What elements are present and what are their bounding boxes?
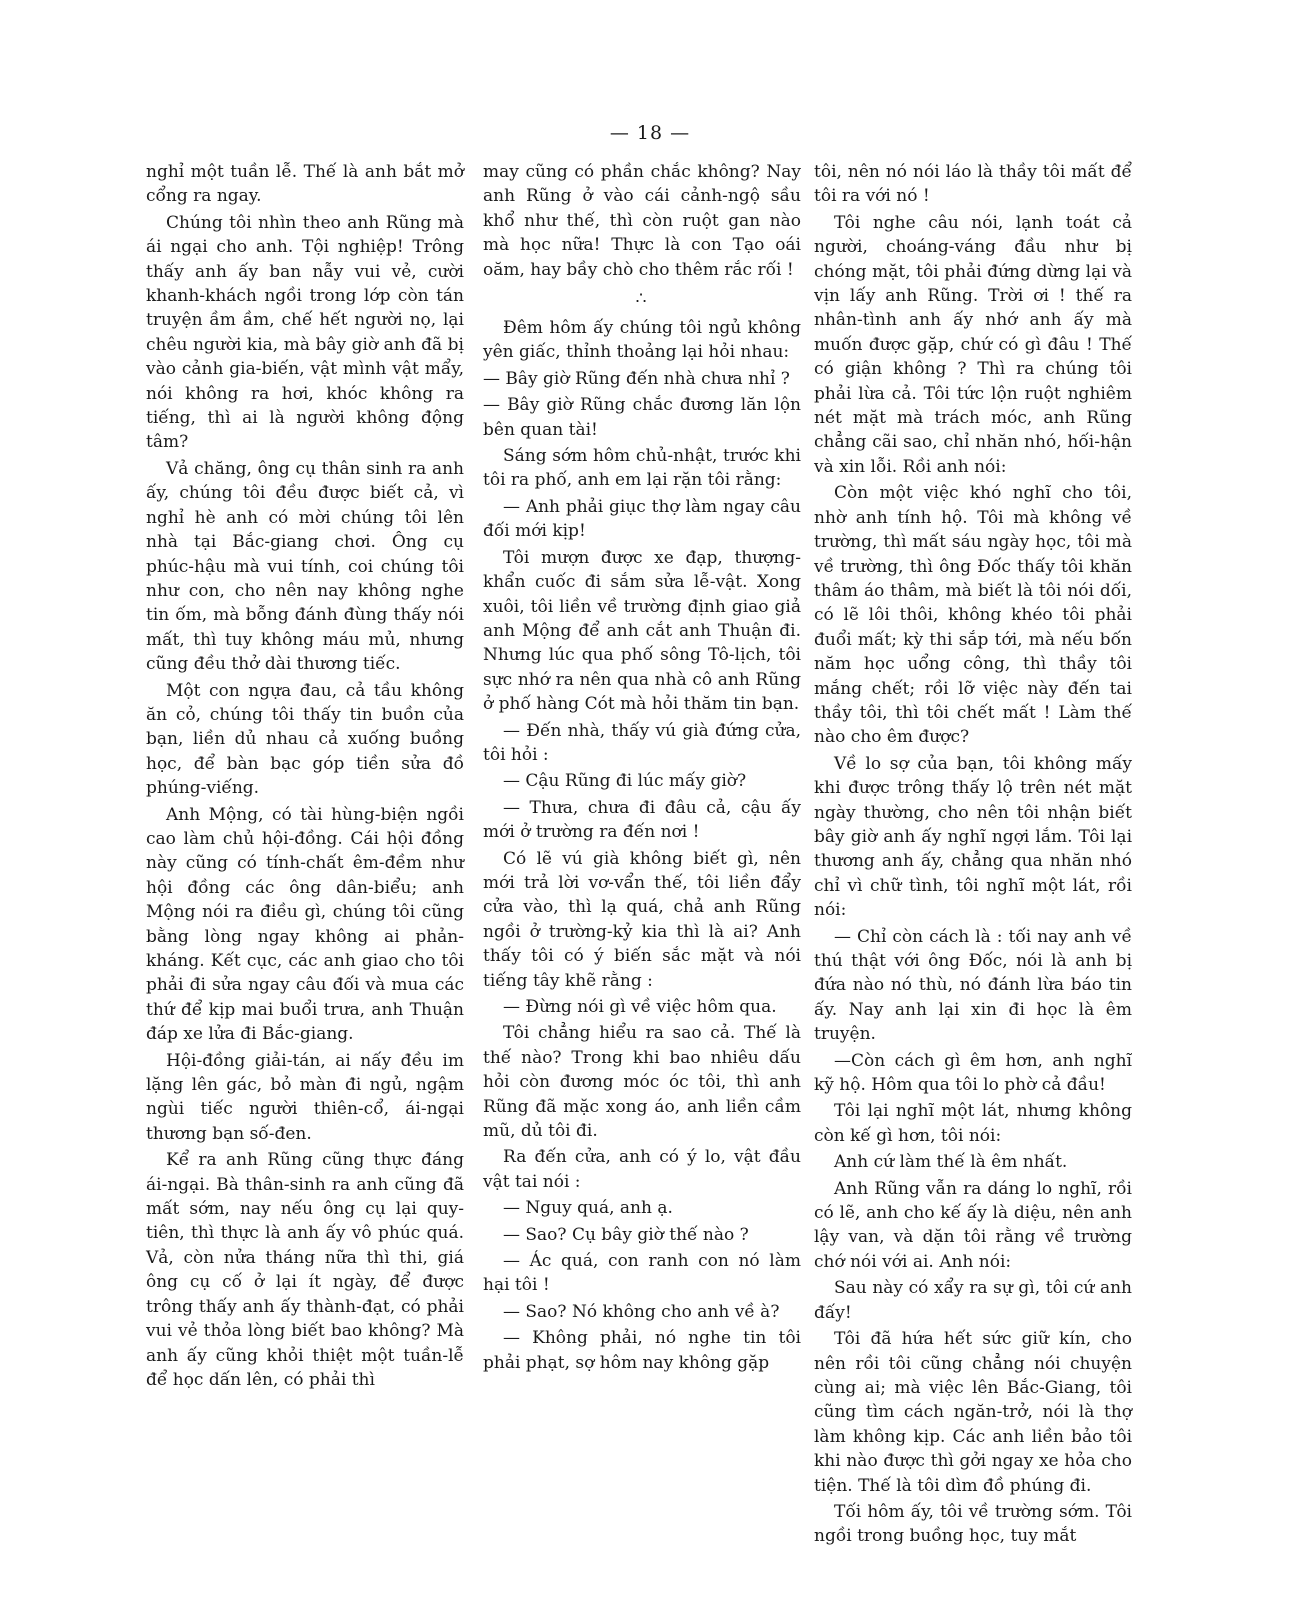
text-column-2	[483, 160, 801, 1377]
paragraph: — Cậu Rũng đi lúc mấy giờ?	[503, 771, 747, 792]
paragraph: — Anh phải giục thợ làm ngay câu đối mới kịp!	[483, 496, 801, 542]
paragraph: nghỉ một tuần lễ. Thế là anh bắt mở cổng ra ngay.	[146, 162, 464, 207]
paragraph: Chúng tôi nhìn theo anh Rũng mà ái ngại cho anh. Tội nghiệp! Trông thấy anh ấy ban nẫy vui vẻ, cười khanh-khách ngồi trong lớp còn tán truyện ầm ầm, chế hết người nọ, lại chêu người kia, mà bây giờ anh đã bị vào cảnh gia-biến, vật mình vật mẩy, nói không ra hơi, khóc không ra tiếng, thì ai là người không động tâm?	[146, 212, 464, 453]
paragraph: — Nguy quá, anh ạ.	[503, 1198, 673, 1219]
page-number: — 18 —	[609, 122, 691, 144]
paragraph: Kể ra anh Rũng cũng thực đáng ái-ngại. Bà thân-sinh ra anh cũng đã mất sớm, nay nếu ông cụ lại quy-tiên, thì thực là anh ấy vô phúc quá. Vả, còn nửa tháng nữa thì thi, giá ông cụ cố ở lại ít ngày, để được trông thấy anh ấy thành-đạt, có phải vui vẻ thỏa lòng biết bao không? Mà anh ấy cũng khỏi thiệt một tuần-lễ để học dấn lên, có phải thì	[146, 1150, 464, 1390]
paragraph: — Đến nhà, thấy vú già đứng cửa, tôi hỏi :	[483, 720, 801, 765]
paragraph: Tôi chẳng hiểu ra sao cả. Thế là thế nào? Trong khi bao nhiêu dấu hỏi còn đương móc óc tôi, thì anh Rũng đã mặc xong áo, anh liền cầm mũ, dủ tôi đi.	[483, 1023, 801, 1142]
paragraph: — Không phải, nó nghe tin tôi phải phạt, sợ hôm nay không gặp	[483, 1328, 801, 1373]
paragraph: Sáng sớm hôm chủ-nhật, trước khi tôi ra phố, anh em lại rặn tôi rằng:	[483, 446, 801, 491]
paragraph: Tôi đã hứa hết sức giữ kín, cho nên rồi tôi cũng chẳng nói chuyện cùng ai; mà việc lên Bắc-Giang, tôi cũng tìm cách ngăn-trở, nói là thợ làm không kịp. Các anh liền bảo tôi khi nào được thì gởi ngay xe hỏa cho tiện. Thế là tôi dìm đồ phúng đi.	[814, 1329, 1132, 1496]
paragraph: Một con ngựa đau, cả tầu không ăn cỏ, chúng tôi thấy tin buồn của bạn, liền dủ nhau cả xuống buồng học, để bàn bạc góp tiền sửa đồ phúng-viếng.	[146, 680, 464, 799]
paragraph: Tôi lại nghĩ một lát, nhưng không còn kế gì hơn, tôi nói:	[814, 1101, 1132, 1146]
paragraph: — Sao? Nó không cho anh về à?	[503, 1301, 780, 1322]
paragraph: — Chỉ còn cách là : tối nay anh về thú thật với ông Đốc, nói là anh bị đứa nào nó thù, nó đánh lừa báo tin ấy. Nay anh lại xin đi học là êm truyện.	[814, 926, 1132, 1045]
paragraph: —Còn cách gì êm hơn, anh nghĩ kỹ hộ. Hôm qua tôi lo phờ cả đầu!	[814, 1050, 1132, 1096]
paragraph: Tôi mượn được xe đạp, thượng-khẩn cuốc đi sắm sửa lễ-vật. Xong xuôi, tôi liền về trường định giao giả anh Mộng để anh cắt anh Thuận đi. Nhưng lúc qua phố sông Tô-lịch, tôi sực nhớ ra nên qua nhà cô anh Rũng ở phố hàng Cót mà hỏi thăm tin bạn.	[483, 547, 801, 715]
paragraph: — Bây giờ Rũng chắc đương lăn lộn bên quan tài!	[483, 395, 801, 440]
paragraph: Hội-đồng giải-tán, ai nấy đều im lặng lên gác, bỏ màn đi ngủ, ngậm ngùi tiếc người thiên-cổ, ái-ngại thương bạn số-đen.	[146, 1050, 464, 1144]
paragraph: Về lo sợ của bạn, tôi không mấy khi được trông thấy lộ trên nét mặt ngày thường, cho nên tôi nhận biết bây giờ anh ấy nghĩ ngợi lắm. Tôi lại thương anh ấy, chẳng qua nhăn nhó chỉ vì chữ tình, tôi nghĩ một lát, rồi nói:	[814, 753, 1132, 921]
paragraph: Vả chăng, ông cụ thân sinh ra anh ấy, chúng tôi đều được biết cả, vì nghỉ hè anh có mời chúng tôi lên nhà tại Bắc-giang chơi. Ông cụ phúc-hậu mà vui tính, coi chúng tôi như con, cho nên nay không nghe tin ốm, mà bỗng đánh đùng thấy nói mất, thì tuy không máu mủ, nhưng cũng đều thở dài thương tiếc.	[146, 458, 464, 675]
paragraph: tôi, nên nó nói láo là thầy tôi mất để tôi ra với nó !	[814, 162, 1132, 207]
paragraph: Có lẽ vú già không biết gì, nên mới trả lời vơ-vẩn thế, tôi liền đẩy cửa vào, thì lạ quá, chả anh Rũng ngồi ở trường-kỷ kia thì là ai? Anh thấy tôi có ý biến sắc mặt và nói tiếng tây khẽ rằng :	[483, 848, 801, 991]
paragraph: Đêm hôm ấy chúng tôi ngủ không yên giấc, thỉnh thoảng lại hỏi nhau:	[483, 318, 801, 363]
paragraph: Ra đến cửa, anh có ý lo, vật đầu vật tai nói :	[483, 1147, 801, 1192]
paragraph: Còn một việc khó nghĩ cho tôi, nhờ anh tính hộ. Tôi mà không về trường, thì mất sáu ngày học, tôi mà về trường, thì ông Đốc thấy tôi khăn thâm áo thâm, mà biết là tôi nói dối, có lẽ lôi thôi, không khéo tôi phải đuổi mất; kỳ thi sắp tới, mà nếu bốn năm học uổng công, thì thầy tôi mắng chết; rồi lỡ việc này đến tai thầy tôi, thì tôi chết mất ! Làm thế nào cho êm được?	[814, 483, 1132, 748]
text-column-3	[814, 160, 1132, 1551]
paragraph: — Thưa, chưa đi đâu cả, cậu ấy mới ở trường ra đến nơi !	[483, 797, 801, 843]
paragraph: may cũng có phần chắc không? Nay anh Rũng ở vào cái cảnh-ngộ sầu khổ như thế, thì còn ruột gan nào mà học nữa! Thực là con Tạo oái oăm, hay bầy chò cho thêm rắc rối !	[483, 162, 801, 280]
paragraph: Tối hôm ấy, tôi về trường sớm. Tôi ngồi trong buồng học, tuy mắt	[814, 1501, 1132, 1547]
paragraph: Sau này có xẩy ra sự gì, tôi cứ anh đấy!	[814, 1278, 1132, 1323]
paragraph: Anh Mộng, có tài hùng-biện ngồi cao làm chủ hội-đồng. Cái hội đồng này cũng có tính-chất êm-đềm như hội đồng các ông dân-biểu; anh Mộng nói ra điều gì, chúng tôi cũng bằng lòng ngay không ai phản-kháng. Kết cục, các anh giao cho tôi phải đi sửa ngay câu đối và mua các thứ để kịp mai buổi trưa, anh Thuận đáp xe lửa đi Bắc-giang.	[146, 804, 464, 1045]
paragraph: — Ác quá, con ranh con nó làm hại tôi !	[483, 1251, 801, 1296]
paragraph: Anh Rũng vẫn ra dáng lo nghĩ, rồi có lẽ, anh cho kế ấy là diệu, nên anh lậy van, và dặn tôi rằng về trường chớ nói với ai. Anh nói:	[814, 1178, 1132, 1272]
paragraph: Tôi nghe câu nói, lạnh toát cả người, choáng-váng đầu như bị chóng mặt, tôi phải đứng dừng lại và vịn lấy anh Rũng. Trời ơi ! thế ra nhân-tình anh ấy nhớ anh ấy mà muốn được gặp, chứ có gì đâu ! Thế có giận không ? Thì ra chúng tôi phải lừa cả. Tôi tức lộn ruột nghiêm nét mặt mà trách móc, anh Rũng chẳng cãi sao, chỉ nhăn nhó, hối-hận và xin lỗi. Rồi anh nói:	[814, 212, 1132, 477]
text-column-1	[146, 160, 464, 1394]
paragraph: — Đừng nói gì về việc hôm qua.	[503, 997, 777, 1017]
section-ornament: ∴	[635, 289, 649, 310]
paragraph: Anh cứ làm thế là êm nhất.	[834, 1152, 1068, 1173]
paragraph: — Bây giờ Rũng đến nhà chưa nhỉ ?	[483, 368, 790, 389]
paragraph: — Sao? Cụ bây giờ thế nào ?	[503, 1224, 749, 1245]
